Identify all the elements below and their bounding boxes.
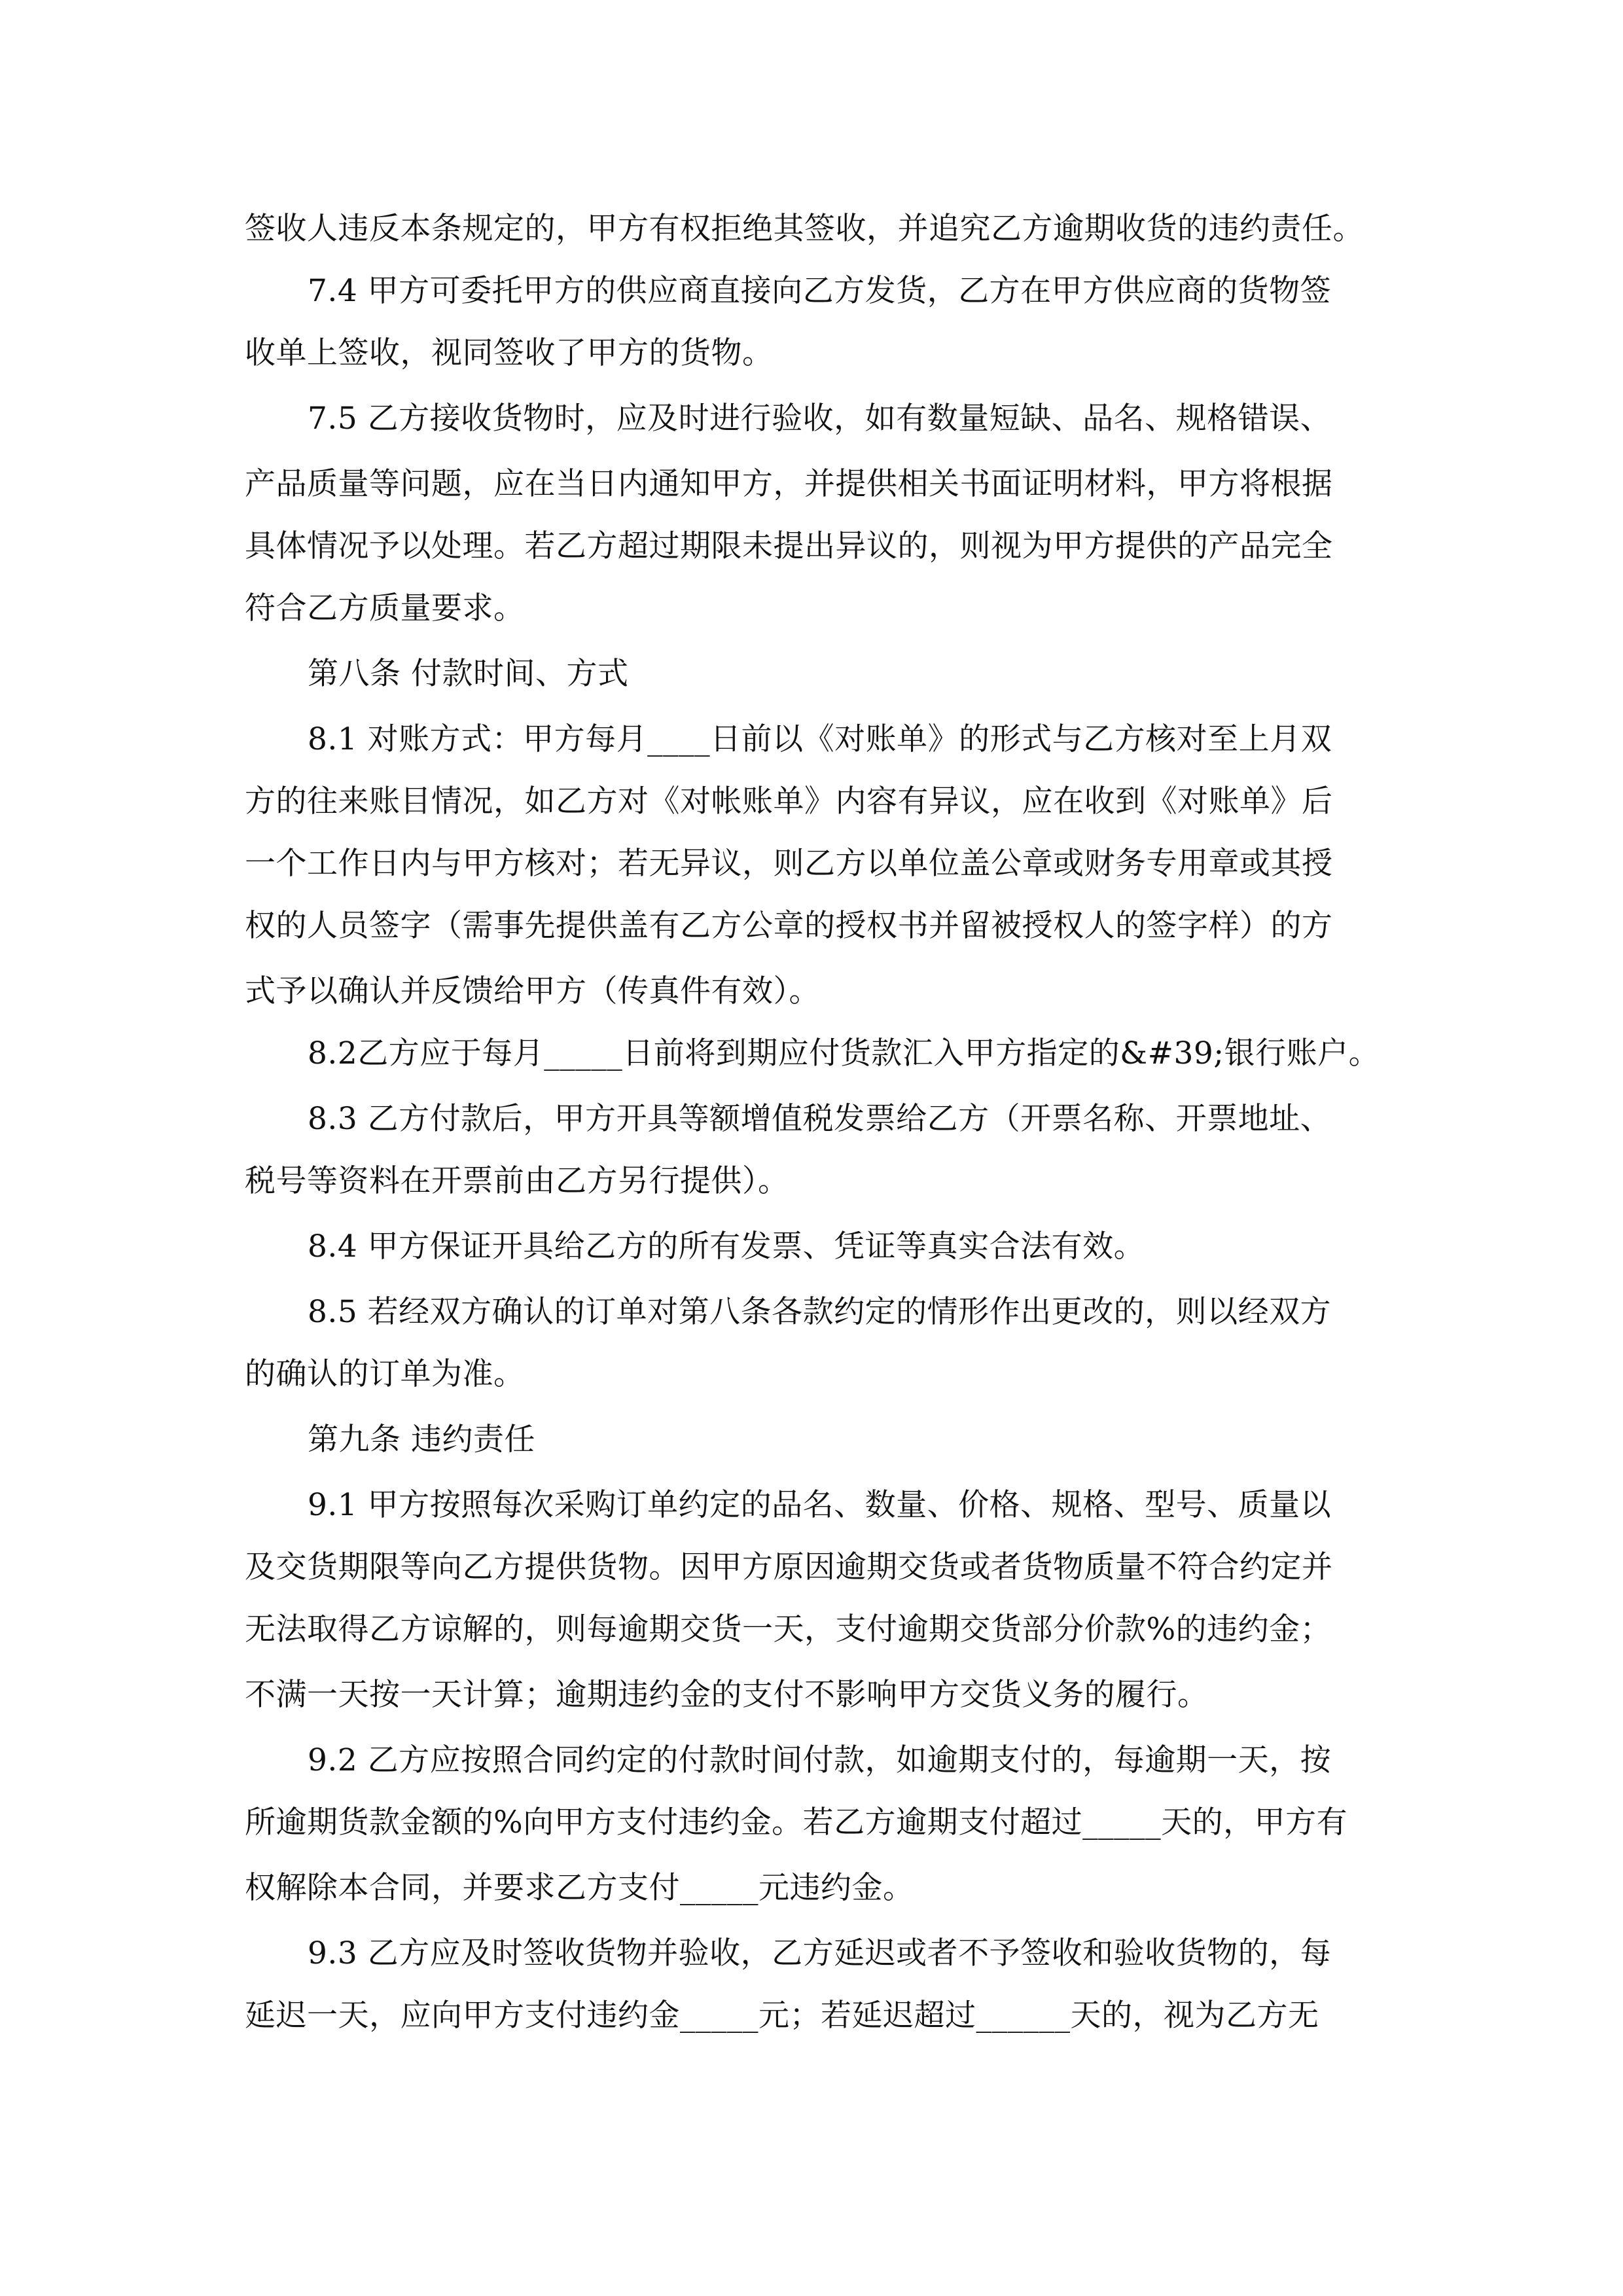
clause-8-5: 8.5 若经双方确认的订单对第八条各款约定的情形作出更改的，则以经双方 bbox=[308, 1294, 1332, 1330]
text-line: 式予以确认并反馈给甲方（传真件有效）。 bbox=[245, 973, 820, 1009]
clause-7-4: 7.4 甲方可委托甲方的供应商直接向乙方发货，乙方在甲方供应商的货物签 bbox=[308, 273, 1332, 309]
text-line: 及交货期限等向乙方提供货物。因甲方原因逾期交货或者货物质量不符合约定并 bbox=[245, 1549, 1333, 1585]
clause-8-4: 8.4 甲方保证开具给乙方的所有发票、凭证等真实合法有效。 bbox=[308, 1229, 1145, 1265]
text-line: 无法取得乙方谅解的，则每逾期交货一天，支付逾期交货部分价款%的违约金； bbox=[245, 1611, 1332, 1647]
text-line: 不满一天按一天计算；逾期违约金的支付不影响甲方交货义务的履行。 bbox=[245, 1677, 1209, 1713]
clause-8-2: 8.2乙方应于每月_____日前将到期应付货款汇入甲方指定的&#39;银行账户。 bbox=[308, 1035, 1380, 1071]
text-line: 权的人员签字（需事先提供盖有乙方公章的授权书并留被授权人的签字样）的方 bbox=[245, 908, 1333, 944]
clause-8-3: 8.3 乙方付款后，甲方开具等额增值税发票给乙方（开票名称、开票地址、 bbox=[308, 1101, 1332, 1137]
text-line: 权解除本合同，并要求乙方支付_____元违约金。 bbox=[245, 1870, 914, 1906]
text-line: 产品质量等问题，应在当日内通知甲方，并提供相关书面证明材料，甲方将根据 bbox=[245, 466, 1333, 502]
clause-9-3: 9.3 乙方应及时签收货物并验收，乙方延迟或者不予签收和验收货物的，每 bbox=[308, 1935, 1332, 1971]
clause-7-5: 7.5 乙方接收货物时，应及时进行验收，如有数量短缺、品名、规格错误、 bbox=[308, 401, 1332, 437]
clause-9-1: 9.1 甲方按照每次采购订单约定的品名、数量、价格、规格、型号、质量以 bbox=[308, 1487, 1332, 1523]
text-line: 符合乙方质量要求。 bbox=[245, 590, 525, 626]
text-line: 方的往来账目情况，如乙方对《对帐账单》内容有异议，应在收到《对账单》后 bbox=[245, 783, 1333, 819]
text-line: 一个工作日内与甲方核对；若无异议，则乙方以单位盖公章或财务专用章或其授 bbox=[245, 846, 1333, 882]
text-line: 延迟一天，应向甲方支付违约金_____元；若延迟超过______天的，视为乙方无 bbox=[245, 1998, 1319, 2034]
text-line: 签收人违反本条规定的，甲方有权拒绝其签收，并追究乙方逾期收货的违约责任。 bbox=[245, 211, 1364, 247]
text-line: 税号等资料在开票前由乙方另行提供）。 bbox=[245, 1163, 789, 1199]
text-line: 收单上签收，视同签收了甲方的货物。 bbox=[245, 335, 774, 371]
text-line: 的确认的订单为准。 bbox=[245, 1356, 525, 1392]
clause-9-2: 9.2 乙方应按照合同约定的付款时间付款，如逾期支付的，每逾期一天，按 bbox=[308, 1742, 1332, 1778]
clause-8-1: 8.1 对账方式：甲方每月____日前以《对账单》的形式与乙方核对至上月双 bbox=[308, 721, 1332, 757]
article-8-heading: 第八条 付款时间、方式 bbox=[308, 656, 629, 692]
article-9-heading: 第九条 违约责任 bbox=[308, 1422, 535, 1458]
text-line: 具体情况予以处理。若乙方超过期限未提出异议的，则视为甲方提供的产品完全 bbox=[245, 528, 1333, 564]
text-line: 所逾期货款金额的%向甲方支付违约金。若乙方逾期支付超过_____天的，甲方有 bbox=[245, 1804, 1348, 1840]
